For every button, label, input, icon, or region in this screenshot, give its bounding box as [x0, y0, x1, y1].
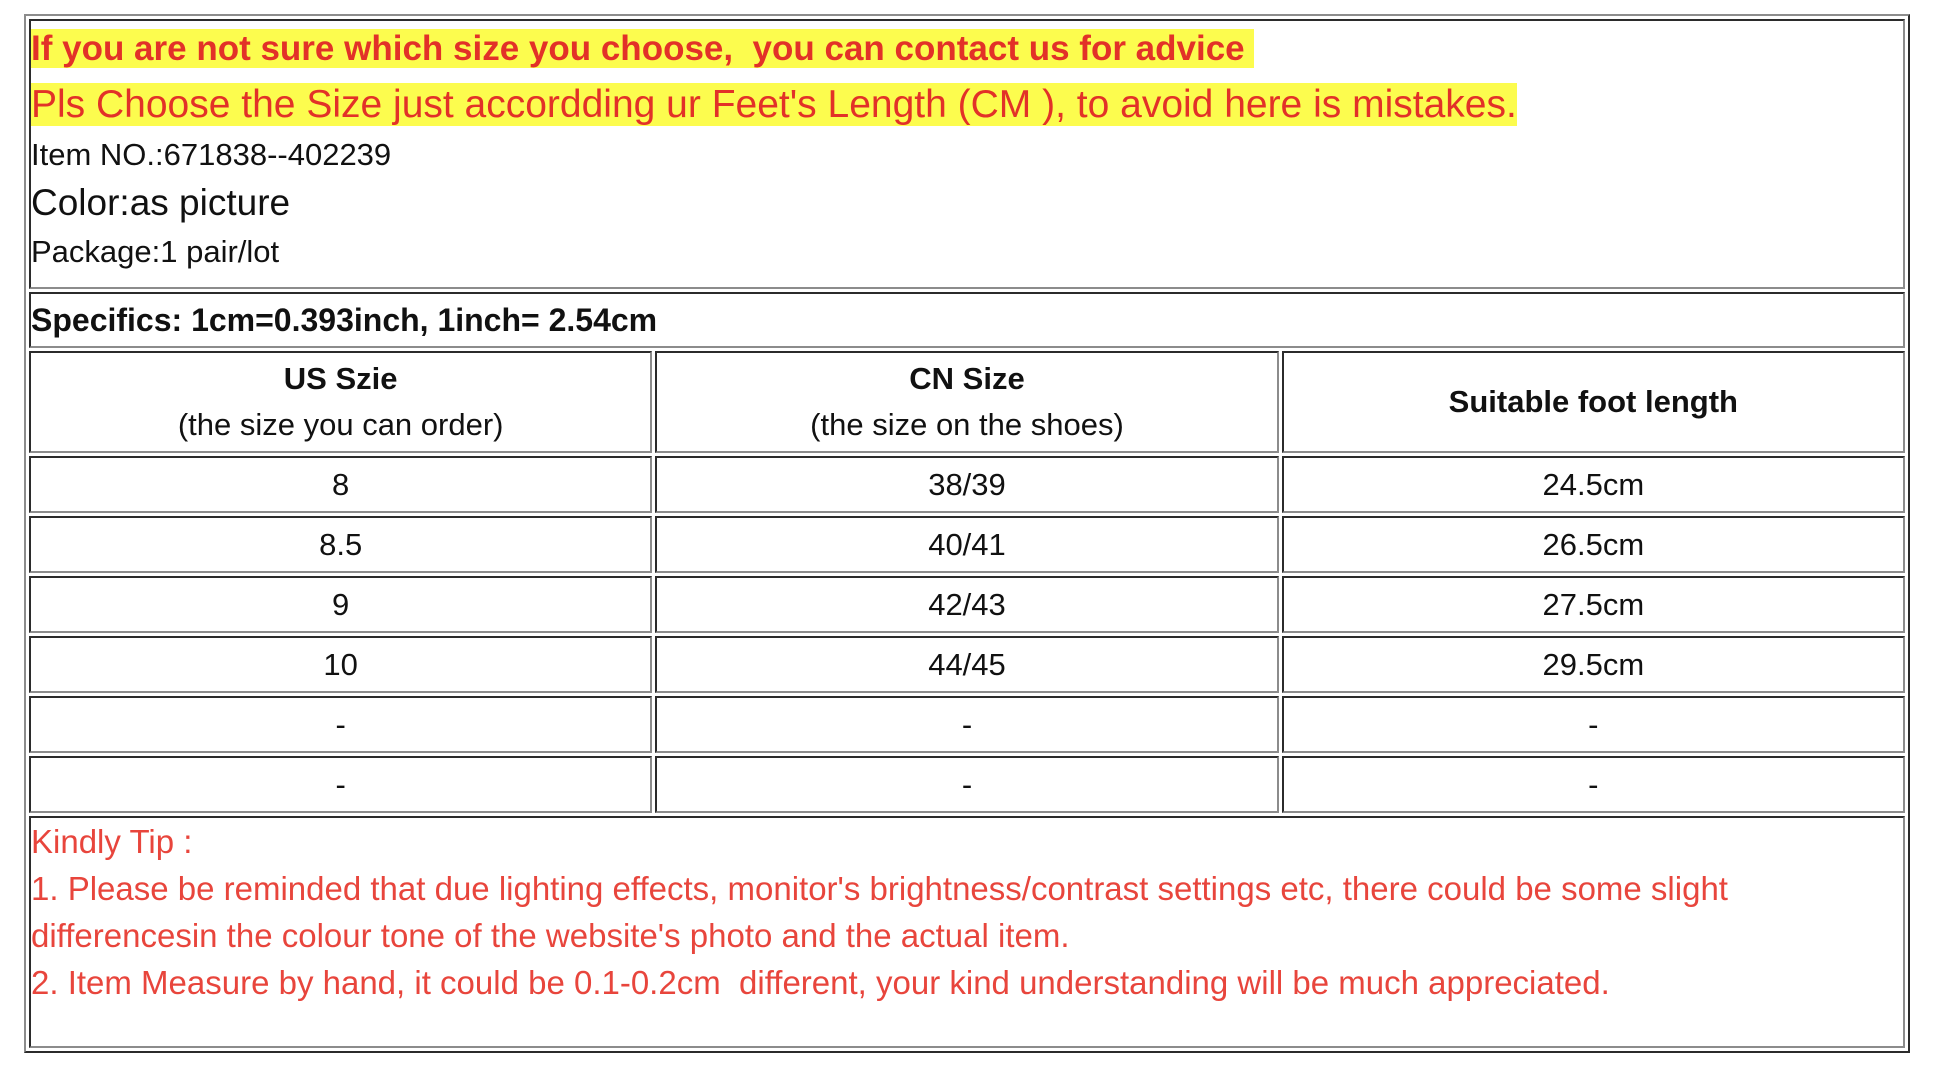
us-size-cell: 8.5 — [29, 516, 652, 573]
intro-cell — [29, 19, 1905, 289]
size-table-header-row — [29, 351, 1905, 453]
foot-length-cell: 24.5cm — [1282, 456, 1905, 513]
tip-line-2: 2. Item Measure by hand, it could be 0.1-0.2cm different, your kind understanding will be much appreciated. — [31, 964, 1610, 1001]
us-size-cell: 10 — [29, 636, 652, 693]
cn-size-header — [655, 351, 1278, 453]
us-size-cell: 9 — [29, 576, 652, 633]
size-row — [29, 636, 1905, 693]
us-size-cell: - — [29, 756, 652, 813]
foot-length-cell: 29.5cm — [1282, 636, 1905, 693]
specifics-row — [29, 292, 1905, 348]
foot-length-cell: - — [1282, 756, 1905, 813]
cn-size-cell: - — [655, 696, 1278, 753]
specifics-note: Specifics: 1cm=0.393inch, 1inch= 2.54cm — [29, 292, 1905, 348]
cn-size-cell: - — [655, 756, 1278, 813]
size-row — [29, 696, 1905, 753]
cn-size-cell: 38/39 — [655, 456, 1278, 513]
package-info: Package:1 pair/lot — [31, 234, 280, 269]
item-number: Item NO.:671838--402239 — [31, 137, 392, 172]
choose-size-text: Pls Choose the Size just accordding ur Feet's Length (CM ), to avoid here is mistakes. — [31, 83, 1517, 126]
color-info: Color:as picture — [31, 182, 291, 223]
us-size-header — [29, 351, 652, 453]
size-guide-table — [24, 14, 1910, 1053]
tip-line-1-continued: differencesin the colour tone of the website's photo and the actual item. — [31, 917, 1070, 954]
contact-advice-text: If you are not sure which size you choose, you can contact us for advice — [31, 29, 1255, 68]
us-size-cell: - — [29, 696, 652, 753]
us-size-header-title: US Szie — [283, 361, 398, 396]
cn-size-cell: 40/41 — [655, 516, 1278, 573]
intro-row — [29, 19, 1905, 289]
size-row — [29, 756, 1905, 813]
kindly-tip-row — [29, 816, 1905, 1048]
size-row — [29, 456, 1905, 513]
size-row — [29, 516, 1905, 573]
foot-length-cell: 27.5cm — [1282, 576, 1905, 633]
foot-length-cell: 26.5cm — [1282, 516, 1905, 573]
cn-size-cell: 42/43 — [655, 576, 1278, 633]
contact-advice-line — [31, 21, 1903, 76]
us-size-header-subtitle: (the size you can order) — [177, 407, 504, 442]
cn-size-cell: 44/45 — [655, 636, 1278, 693]
us-size-cell: 8 — [29, 456, 652, 513]
foot-length-cell: - — [1282, 696, 1905, 753]
choose-size-line — [31, 76, 1903, 133]
cn-size-header-title: CN Size — [909, 361, 1025, 396]
tip-line-1: 1. Please be reminded that due lighting effects, monitor's brightness/contrast settings etc, there could be some slight — [31, 870, 1728, 907]
kindly-tip-title: Kindly Tip : — [31, 823, 193, 860]
size-row — [29, 576, 1905, 633]
foot-length-header — [1282, 351, 1905, 453]
kindly-tip-cell — [29, 816, 1905, 1048]
cn-size-header-subtitle: (the size on the shoes) — [810, 407, 1124, 442]
foot-length-header-title: Suitable foot length — [1448, 384, 1738, 419]
